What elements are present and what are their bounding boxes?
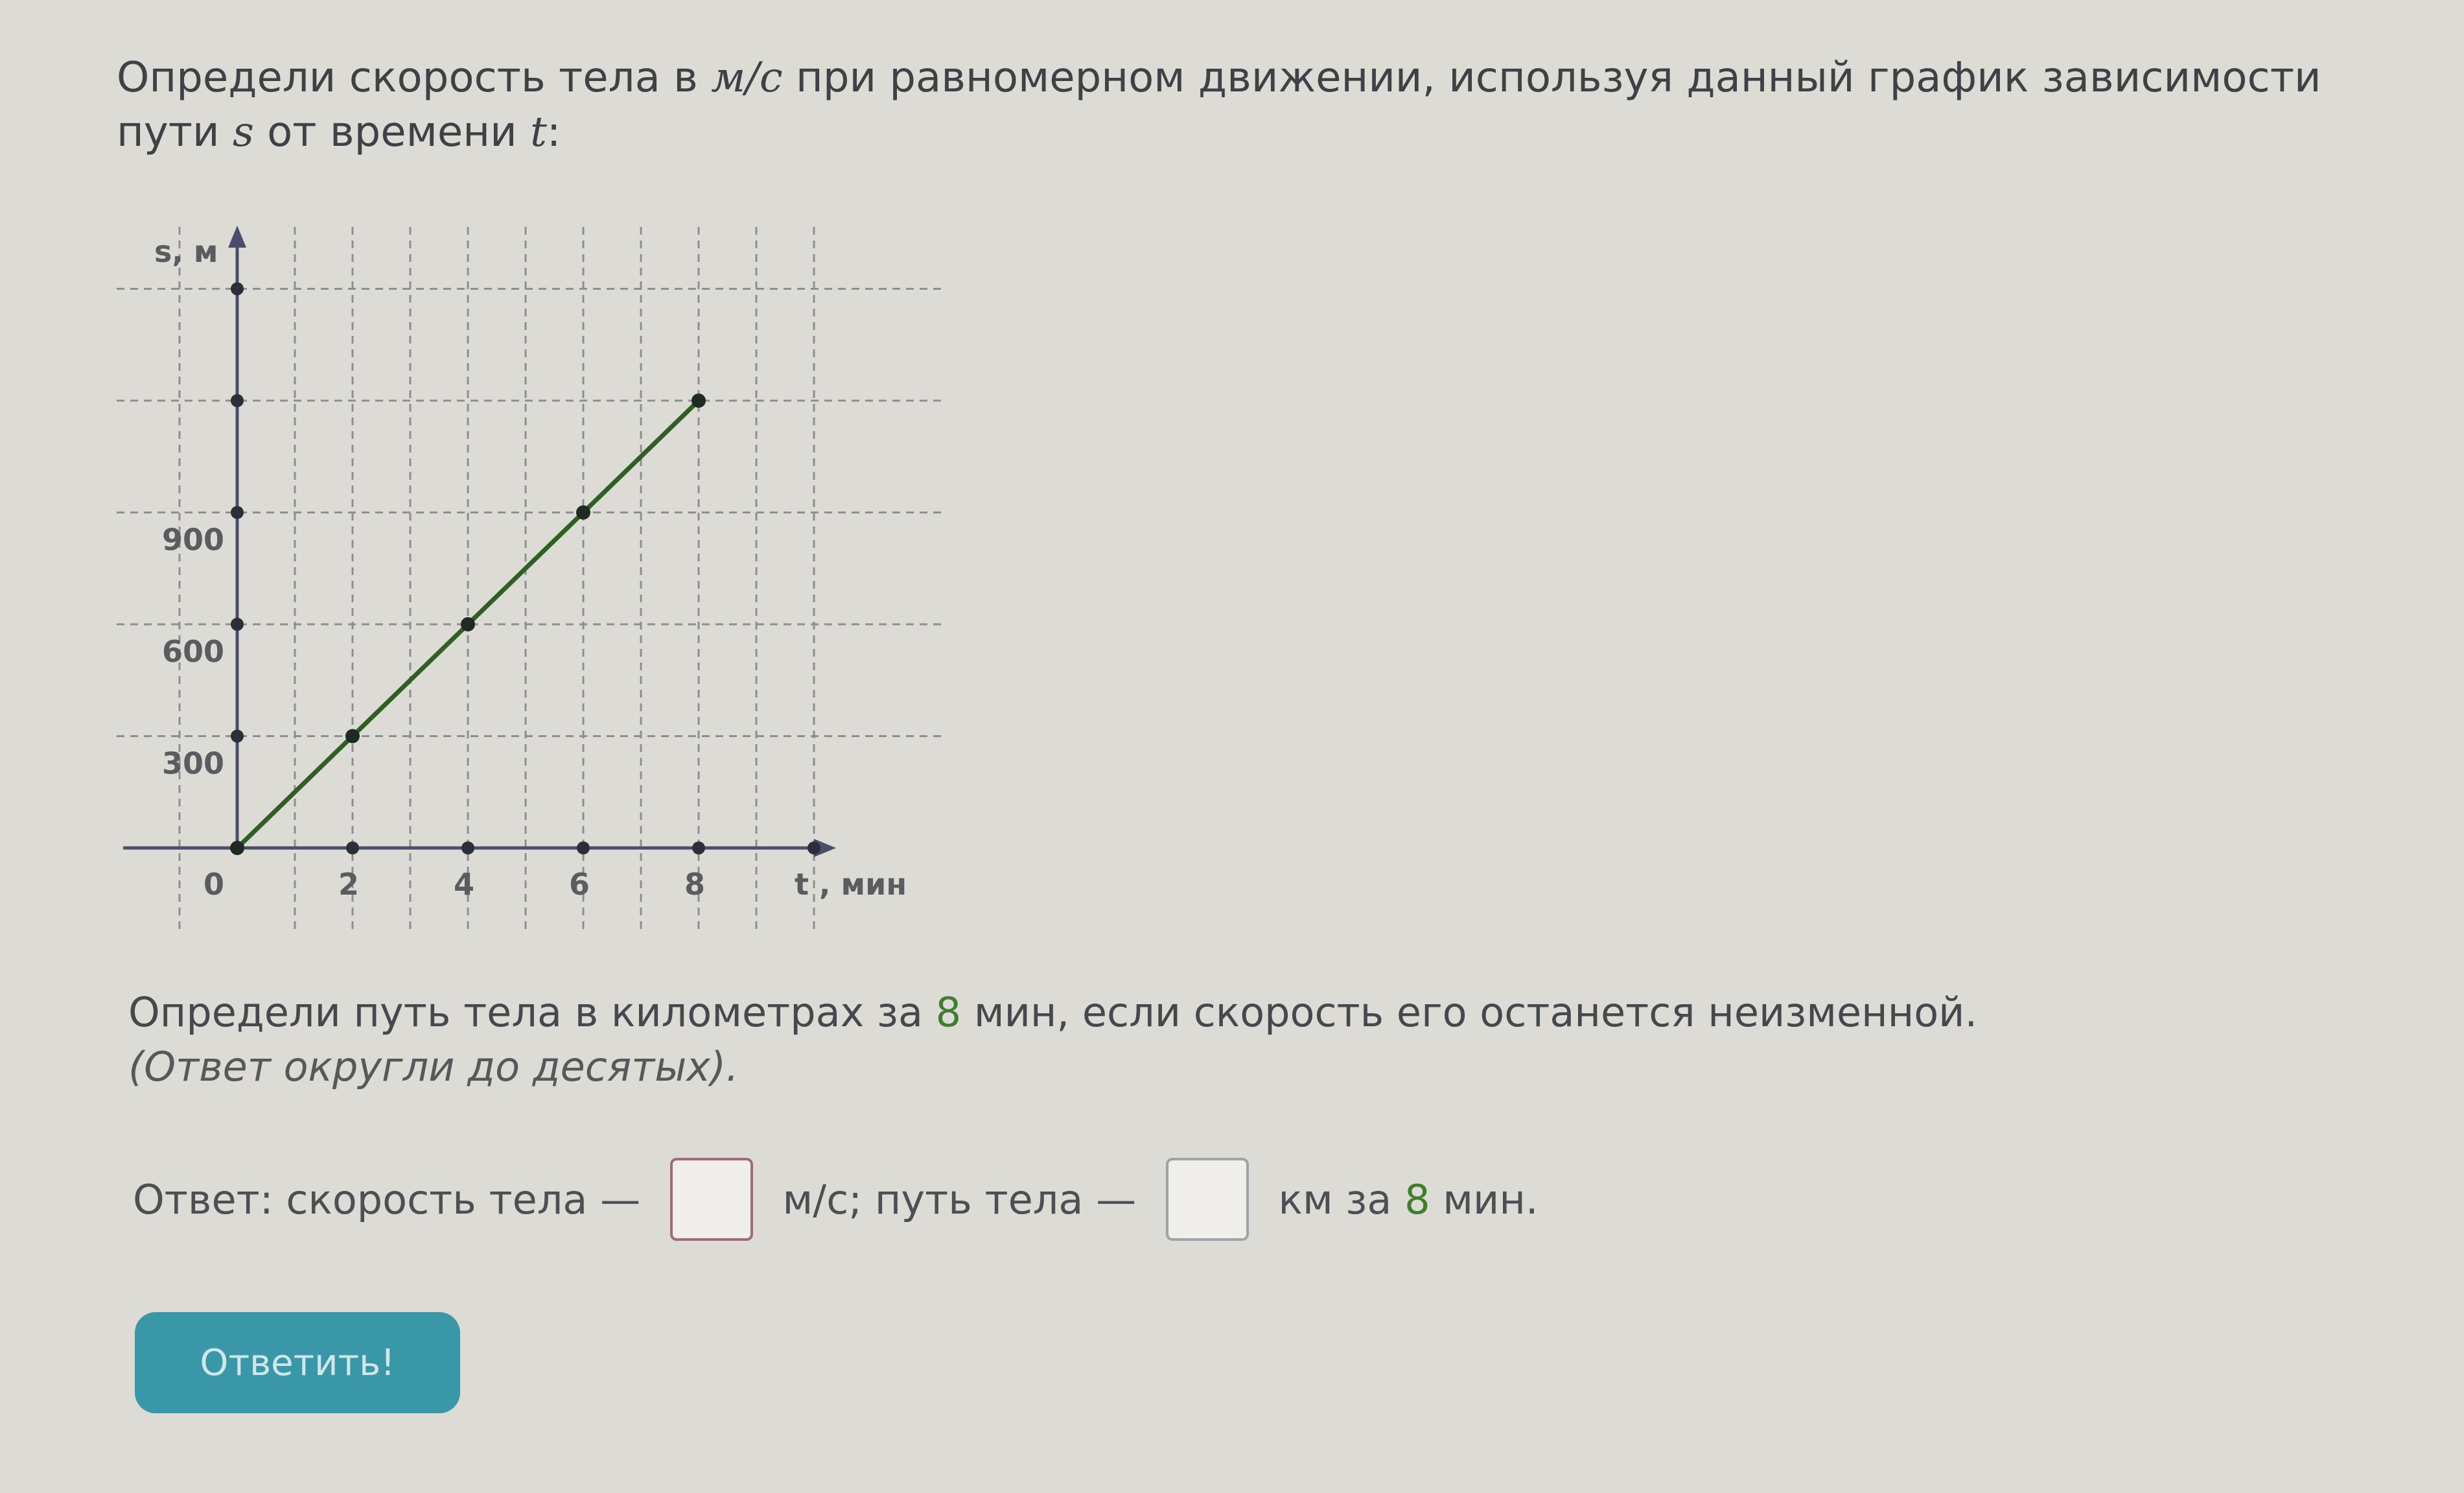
x-tick-dot: [577, 841, 590, 854]
data-point: [230, 841, 244, 855]
x-tick-label: 2: [338, 867, 360, 902]
data-point: [345, 729, 360, 744]
distance-time-graph: [97, 207, 953, 946]
y-tick-dot: [231, 283, 244, 296]
x-tick-dot: [692, 841, 705, 854]
x-tick-dot: [808, 841, 820, 854]
answer-min-unit: мин.: [1430, 1175, 1539, 1223]
speed-input-box[interactable]: [670, 1158, 753, 1241]
y-tick-label: 300: [162, 746, 225, 781]
answer-row: [133, 1154, 1539, 1245]
path-input[interactable]: [1168, 1160, 1246, 1239]
x-tick-label: 4: [454, 867, 475, 902]
minutes-value: 8: [935, 989, 962, 1036]
variable-t: t: [530, 108, 547, 156]
x-axis-label: t , мин: [795, 867, 907, 902]
chart-labels: [154, 234, 907, 902]
data-point: [576, 506, 590, 520]
y-axis-arrow: [228, 226, 246, 248]
variable-s: s: [232, 108, 254, 156]
x-tick-label: 8: [684, 867, 706, 902]
x-tick-label: 0: [203, 867, 225, 902]
y-tick-label: 600: [162, 634, 225, 669]
y-tick-label: 900: [162, 522, 225, 558]
y-tick-dot: [231, 506, 244, 519]
unit-speed: м/с: [711, 54, 783, 102]
x-tick-label: 6: [569, 867, 590, 902]
y-axis-label: s, м: [154, 234, 218, 269]
x-tick-dot: [461, 841, 474, 854]
chart-axes: [123, 226, 836, 857]
rounding-hint: (Ответ округли до десятых).: [128, 1043, 739, 1090]
path-input-box[interactable]: [1166, 1158, 1249, 1241]
y-tick-dot: [231, 618, 244, 631]
answer-speed-unit: м/с; путь тела —: [769, 1175, 1149, 1223]
x-tick-dot: [346, 841, 359, 854]
chart-grid: [117, 227, 943, 934]
submit-button[interactable]: Ответить!: [135, 1312, 460, 1413]
question-text: Определи скорость тела в м/с при равномерном движении, используя данный график зависимости пути s от времени t:: [117, 54, 2321, 156]
data-point: [692, 394, 706, 408]
speed-input[interactable]: [673, 1160, 750, 1239]
y-tick-dot: [231, 394, 244, 407]
data-point: [461, 617, 475, 631]
y-tick-dot: [231, 730, 244, 743]
answer-path-unit: км за: [1265, 1175, 1405, 1223]
question-2-text: Определи путь тела в километрах за 8 мин, если скорость его останется неизменной. (Ответ округли до десятых).: [128, 985, 2332, 1094]
answer-minutes-value: 8: [1404, 1175, 1430, 1223]
answer-speed-label: Ответ: скорость тела —: [133, 1175, 653, 1223]
